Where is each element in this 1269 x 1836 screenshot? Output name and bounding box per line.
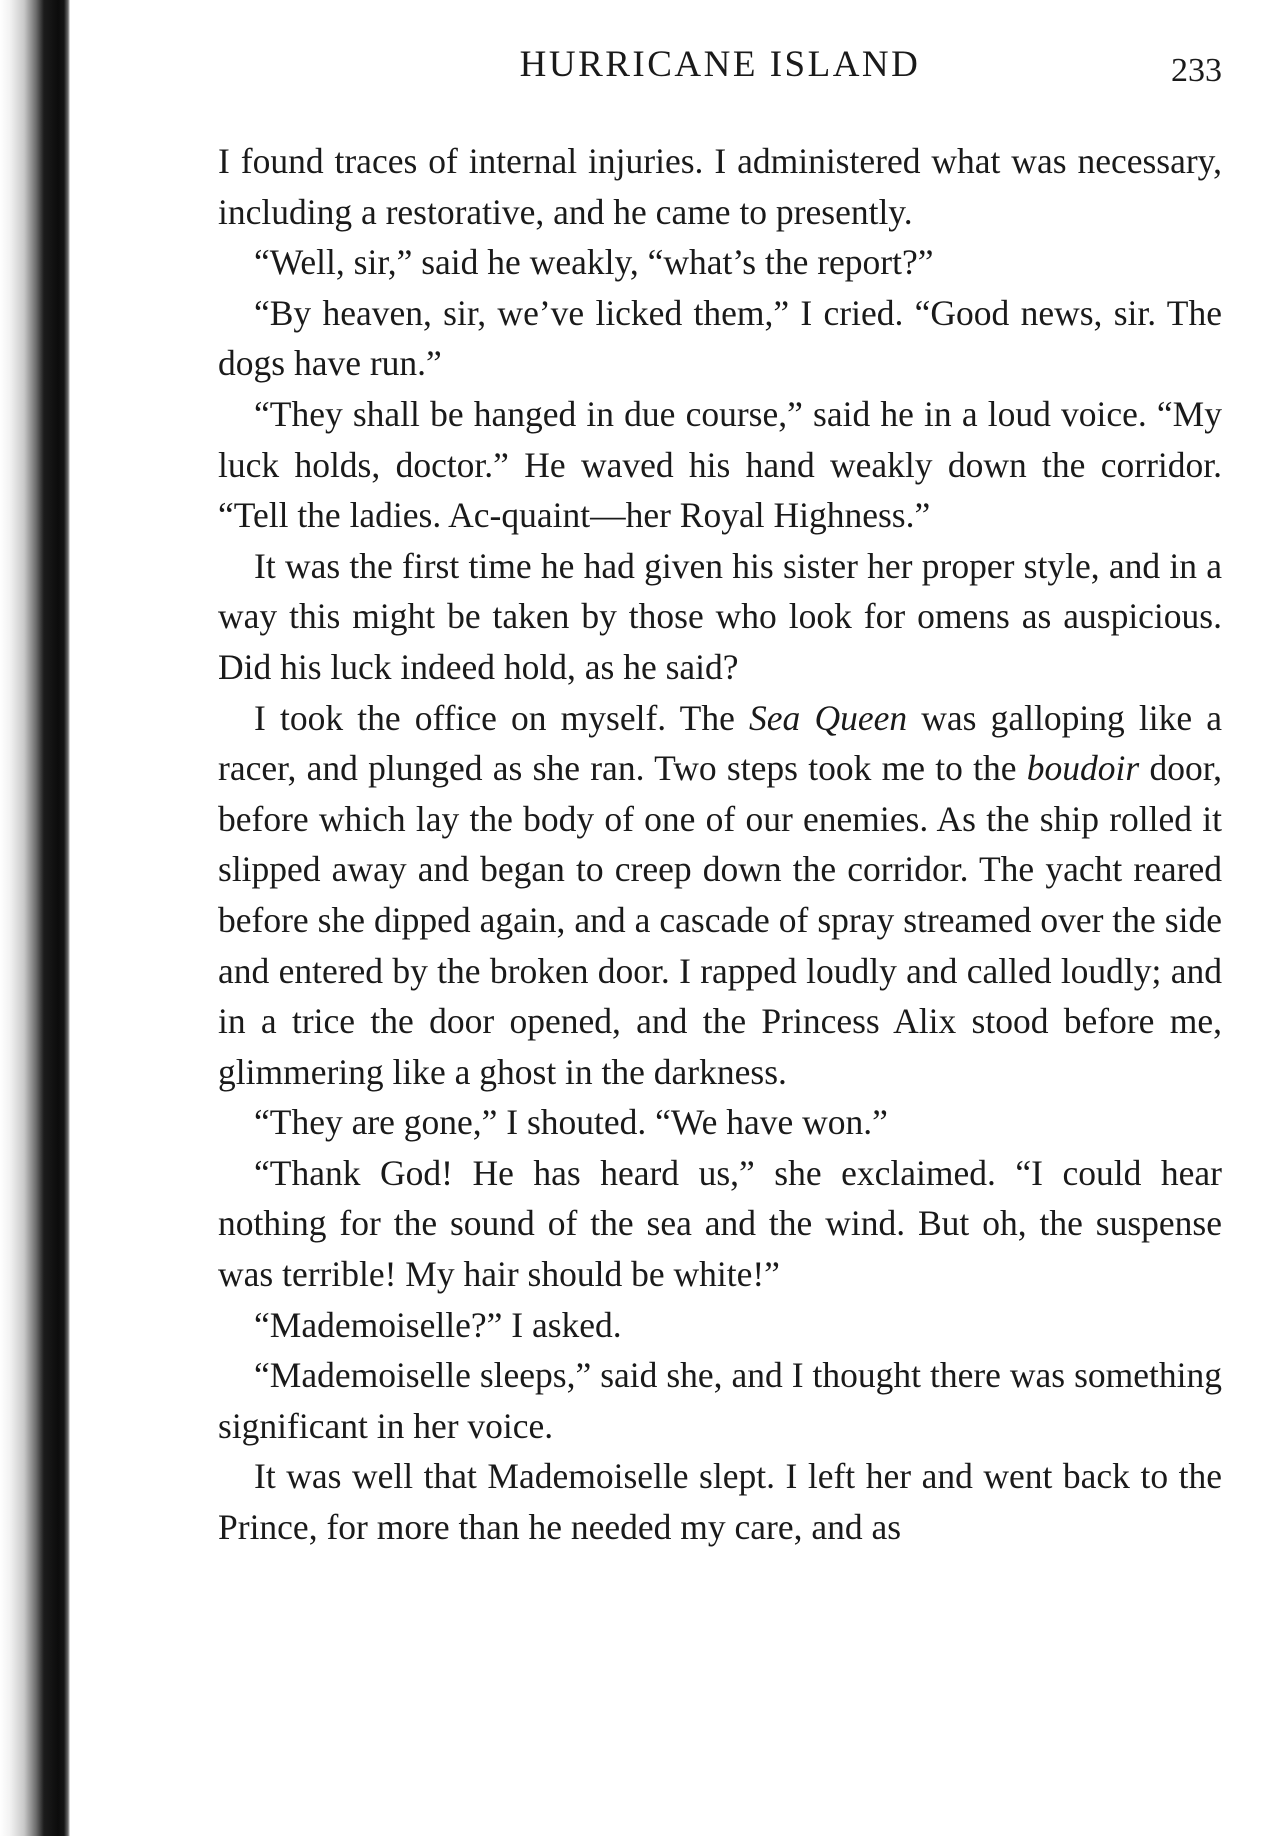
text-run: “They are gone,” I shouted. “We have won.” <box>254 1102 888 1143</box>
paragraph <box>218 1097 1222 1148</box>
book-binding-edge <box>0 0 70 1836</box>
paragraph <box>218 1148 1222 1300</box>
text-run: It was the first time he had given his sister her proper style, and in a way this might be taken by those who look for omens as auspicious. Did his luck indeed hold, as he said? <box>218 545 1222 687</box>
page-number: 233 <box>1171 52 1222 89</box>
italic-text: Sea Queen <box>749 697 908 738</box>
paragraph <box>218 237 1222 288</box>
running-title: HURRICANE ISLAND <box>519 44 921 85</box>
text-run: “Mademoiselle?” I asked. <box>254 1304 622 1345</box>
text-run: “By heaven, sir, we’ve licked them,” I cried. “Good news, sir. The dogs have run.” <box>218 292 1222 384</box>
paragraph <box>218 693 1222 1098</box>
page-header <box>218 38 1222 92</box>
paragraph <box>218 1350 1222 1451</box>
text-run: I took the office on myself. The <box>254 697 750 738</box>
paragraph <box>218 389 1222 541</box>
italic-text: boudoir <box>1026 748 1140 789</box>
text-run: “They shall be hanged in due course,” said he in a loud voice. “My luck holds, doctor.” He waved his hand weakly down the corridor. “Tell the ladies. Ac-quaint—her Royal Highness.” <box>218 393 1222 536</box>
paragraph <box>218 288 1222 389</box>
text-run: was galloping like a racer, and plunged as she ran. Two steps took me to the <box>218 697 1222 789</box>
body-text <box>218 136 1222 1553</box>
text-run: I found traces of internal injuries. I administered what was necessary, including a restorative, and he came to presently. <box>218 141 1222 232</box>
text-run: It was well that Mademoiselle slept. I left her and went back to the Prince, for more than he needed my care, and as <box>218 1456 1222 1548</box>
paragraph <box>218 136 1222 237</box>
paragraph <box>218 1300 1222 1351</box>
text-run: door, before which lay the body of one of our enemies. As the ship rolled it slipped away and began to creep down the corridor. The yacht reared before she dipped again, and a cascade of spray streamed over the side and entered by the broken door. I rapped loudly and called loudly; and in a trice the door opened, and the Princess Alix stood before me, glimmering like a ghost in the darkness. <box>218 748 1222 1092</box>
text-run: “Mademoiselle sleeps,” said she, and I thought there was something significant in her voice. <box>218 1355 1222 1446</box>
text-run: “Well, sir,” said he weakly, “what’s the report?” <box>254 242 934 283</box>
paragraph <box>218 541 1222 693</box>
paragraph <box>218 1451 1222 1552</box>
text-run: “Thank God! He has heard us,” she exclaimed. “I could hear nothing for the sound of the sea and the wind. But oh, the suspense was terrible! My hair should be white!” <box>218 1152 1222 1295</box>
